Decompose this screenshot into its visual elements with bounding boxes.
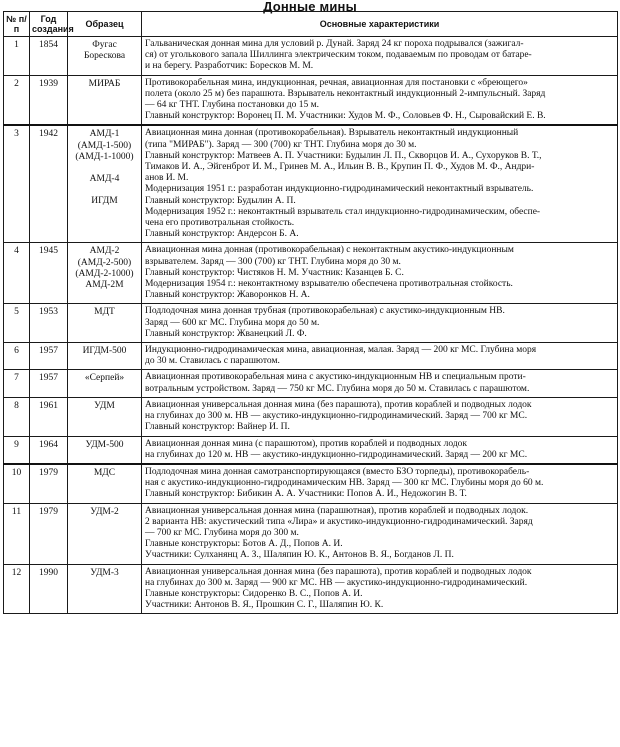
row-description xyxy=(142,397,618,436)
description-line: Авиационная мина донная (противокорабельная). Взрыватель неконтактный индукционный xyxy=(145,128,519,139)
model-name: (АМД-2-1000) xyxy=(75,268,134,279)
row-description xyxy=(142,37,618,76)
row-description xyxy=(142,75,618,125)
row-year: 1942 xyxy=(30,125,68,243)
description-line: Модернизация 1951 г.: разработан индукционно-гидродинамический неконтактный взрыватель. xyxy=(145,184,534,195)
model-name: Фугас xyxy=(92,40,117,50)
model-spacer xyxy=(71,163,138,174)
table-row xyxy=(4,37,618,76)
row-number: 10 xyxy=(4,464,30,503)
model-name: УДМ xyxy=(94,400,115,411)
model-name: «Серпей» xyxy=(84,373,125,384)
model-name: МДС xyxy=(93,467,116,478)
description-line: — 700 кг МС. Глубина моря до 300 м. xyxy=(145,527,299,538)
table-row xyxy=(4,125,618,243)
description-line: полета (около 25 м) без парашюта. Взрыватель неконтактный индукционный 2-импульсный. Заряд xyxy=(145,88,546,99)
model-name: МДТ xyxy=(94,307,115,318)
row-year: 1957 xyxy=(30,343,68,370)
row-number: 1 xyxy=(4,37,30,76)
description-line: до 30 м. Ставилась с парашютом. xyxy=(145,356,280,367)
header-year: Год создания xyxy=(30,12,68,37)
row-year: 1961 xyxy=(30,397,68,436)
header-model: Образец xyxy=(68,12,142,37)
model-name: АМД-4 xyxy=(89,174,120,185)
description-line: (типа "МИРАБ"). Заряд — 300 (700) кг ТНТ. Глубина моря до 30 м. xyxy=(145,139,417,150)
description-line: Подлодочная мина донная самотранспортирующаяся (вместо БЗО торпеды), противокорабель- xyxy=(145,466,530,477)
description-line: Авиационная универсальная донная мина (парашютная), против кораблей и подводных лодок. xyxy=(145,505,529,516)
model-name: Борескова xyxy=(83,51,126,62)
row-number: 2 xyxy=(4,75,30,125)
description-line: Главные конструкторы: Ботов А. Д., Попов А. И. xyxy=(145,539,343,550)
table-row xyxy=(4,343,618,370)
model-name: АМД-2 xyxy=(89,246,120,257)
table-row xyxy=(4,304,618,343)
description-line: чена его противотральная стойкость. xyxy=(145,218,295,229)
description-line: ся) от уголькового запала Шиллинга электрическим током, подаваемым по проводам от батаре- xyxy=(145,50,532,61)
table-body xyxy=(4,37,618,614)
description-line: Модернизация 1952 г.: неконтактный взрыватель стал индукционно-гидродинамическим, обеспе- xyxy=(145,206,541,217)
description-line: Главный конструктор: Вайнер И. П. xyxy=(145,422,290,433)
description-line: Главные конструкторы: Сидоренко В. С., Попов А. И. xyxy=(145,588,363,599)
model-name: ИГДМ-500 xyxy=(82,346,127,357)
row-year: 1964 xyxy=(30,436,68,464)
description-line: Авиационная универсальная донная мина (без парашюта), против кораблей и подводных лодок xyxy=(145,566,532,577)
description-line: анов И. М. xyxy=(145,173,189,184)
row-description xyxy=(142,464,618,503)
description-line: Противокорабельная мина, индукционная, речная, авиационная для постановки с «бреющего» xyxy=(145,77,528,88)
table-row xyxy=(4,370,618,397)
model-name: (АМД-1-500) xyxy=(77,140,132,151)
row-description xyxy=(142,343,618,370)
description-line: на глубинах до 300 м. НВ — акустико-индукционно-гидродинамический. Заряд — 700 кг МС. xyxy=(145,411,528,422)
row-model xyxy=(68,397,142,436)
model-name: АМД-1 xyxy=(89,129,120,140)
description-line: Главный конструктор: Андерсон Б. А. xyxy=(145,229,299,240)
row-number: 7 xyxy=(4,370,30,397)
description-line: вотральным устройством. Заряд — 750 кг МС. Глубина моря до 50 м. Ставилась с парашютом. xyxy=(145,383,530,394)
row-number: 6 xyxy=(4,343,30,370)
row-year: 1854 xyxy=(30,37,68,76)
header-desc: Основные характеристики xyxy=(142,12,618,37)
table-row xyxy=(4,397,618,436)
description-line: Авиационная донная мина (с парашютом), против кораблей и подводных лодок xyxy=(145,438,468,449)
row-model xyxy=(68,125,142,243)
row-description xyxy=(142,370,618,397)
description-line: Главный конструктор: Матвеев А. П. Участники: Будылин Л. П., Скворцов И. А., Сухоруков В. Т., xyxy=(145,150,542,161)
model-name: УДМ-500 xyxy=(85,439,124,450)
row-description xyxy=(142,436,618,464)
page-title: Донные мины xyxy=(263,0,357,14)
row-number: 9 xyxy=(4,436,30,464)
model-name: УДМ-2 xyxy=(90,506,119,517)
row-year: 1979 xyxy=(30,503,68,564)
table-row xyxy=(4,75,618,125)
description-line: Главный конструктор: Жванецкий Л. Ф. xyxy=(145,328,307,339)
description-line: на глубинах до 120 м. НВ — акустико-индукционно-гидродинамический. Заряд — 200 кг МС. xyxy=(145,449,528,460)
header-num: № п/п xyxy=(4,12,30,37)
mines-table xyxy=(3,11,618,614)
row-description xyxy=(142,304,618,343)
row-number: 11 xyxy=(4,503,30,564)
description-line: Гальваническая донная мина для условий р. Дунай. Заряд 24 кг пороха подрывался (зажигал- xyxy=(145,39,524,49)
row-number: 4 xyxy=(4,243,30,304)
row-model xyxy=(68,436,142,464)
description-line: Индукционно-гидродинамическая мина, авиационная, малая. Заряд — 200 кг МС. Глубина моря xyxy=(145,345,537,356)
table-row xyxy=(4,436,618,464)
description-line: и на берегу. Разработчик: Боресков М. М. xyxy=(145,61,314,72)
description-line: Авиационная универсальная донная мина (без парашюта), против кораблей и подводных лодок xyxy=(145,399,532,410)
row-year: 1953 xyxy=(30,304,68,343)
description-line: Подлодочная мина донная трубная (противокорабельная) с акустико-индукционным НВ. xyxy=(145,306,505,317)
model-name: (АМД-1-1000) xyxy=(75,151,134,162)
description-line: взрывателем. Заряд — 300 (700) кг ТНТ. Глубина моря до 30 м. xyxy=(145,256,401,267)
row-number: 3 xyxy=(4,125,30,243)
description-line: Тимаков И. А., Эйгенброт И. М., Гринев М. А., Ильин В. В., Крупин П. Ф., Худов М. Ф., Андри- xyxy=(145,162,535,173)
model-name: ИГДМ xyxy=(91,196,118,207)
row-number: 8 xyxy=(4,397,30,436)
description-line: Участники: Сулханянц А. З., Шаляпин Ю. К., Антонов В. Я., Богданов Л. П. xyxy=(145,550,454,561)
row-year: 1957 xyxy=(30,370,68,397)
description-line: Авиационная мина донная (противокорабельная) с неконтактным акустико-индукционным xyxy=(145,245,514,256)
table-row xyxy=(4,564,618,614)
row-year: 1939 xyxy=(30,75,68,125)
description-line: Участники: Антонов В. Я., Прошкин С. Г., Шаляпин Ю. К. xyxy=(145,600,384,611)
row-model xyxy=(68,370,142,397)
description-line: на глубинах до 300 м. Заряд — 900 кг МС. НВ — акустико-индукционно-гидродинамический. xyxy=(145,577,528,588)
description-line: Модернизация 1954 г.: неконтактному взрывателю обеспечена противотральная стойкость. xyxy=(145,279,513,290)
row-description xyxy=(142,243,618,304)
model-name: МИРАБ xyxy=(88,78,121,89)
table-row xyxy=(4,243,618,304)
row-description xyxy=(142,564,618,614)
row-model xyxy=(68,343,142,370)
row-model xyxy=(68,37,142,76)
model-spacer xyxy=(71,185,138,196)
description-line: Главный конструктор: Жаворонков Н. А. xyxy=(145,290,310,301)
row-model xyxy=(68,75,142,125)
row-year: 1945 xyxy=(30,243,68,304)
table-header-row xyxy=(4,12,618,37)
row-description xyxy=(142,125,618,243)
row-model xyxy=(68,243,142,304)
description-line: Главный конструктор: Будылин А. П. xyxy=(145,195,296,206)
description-line: — 64 кг ТНТ. Глубина постановки до 15 м. xyxy=(145,100,320,111)
row-model xyxy=(68,564,142,614)
description-line: Авиационная противокорабельная мина с акустико-индукционным НВ и специальным проти- xyxy=(145,372,526,383)
row-year: 1979 xyxy=(30,464,68,503)
row-model xyxy=(68,464,142,503)
row-model xyxy=(68,304,142,343)
row-number: 5 xyxy=(4,304,30,343)
description-line: ная с акустико-индукционно-гидродинамическим НВ. Заряд — 300 кг МС. Глубины моря до 60 м. xyxy=(145,478,544,489)
row-model xyxy=(68,503,142,564)
row-year: 1990 xyxy=(30,564,68,614)
description-line: 2 варианта НВ: акустический типа «Лира» и акустико-индукционно-гидродинамический. Заряд xyxy=(145,516,533,527)
description-line: Заряд — 600 кг МС. Глубина моря до 50 м. xyxy=(145,317,320,328)
description-line: Главный конструктор: Воронец П. М. Участники: Худов М. Ф., Соловьев Ф. Н., Сыровайский Е. В. xyxy=(145,111,546,122)
model-name: (АМД-2-500) xyxy=(77,257,132,268)
model-name: УДМ-3 xyxy=(90,567,119,578)
table-row xyxy=(4,464,618,503)
description-line: Главный конструктор: Бибикин А. А. Участники: Попов А. И., Недожогин В. Т. xyxy=(145,489,467,500)
row-description xyxy=(142,503,618,564)
row-number: 12 xyxy=(4,564,30,614)
table-row xyxy=(4,503,618,564)
description-line: Главный конструктор: Чистяков Н. М. Участник: Казанцев Б. С. xyxy=(145,267,404,278)
model-name: АМД-2М xyxy=(85,280,124,291)
